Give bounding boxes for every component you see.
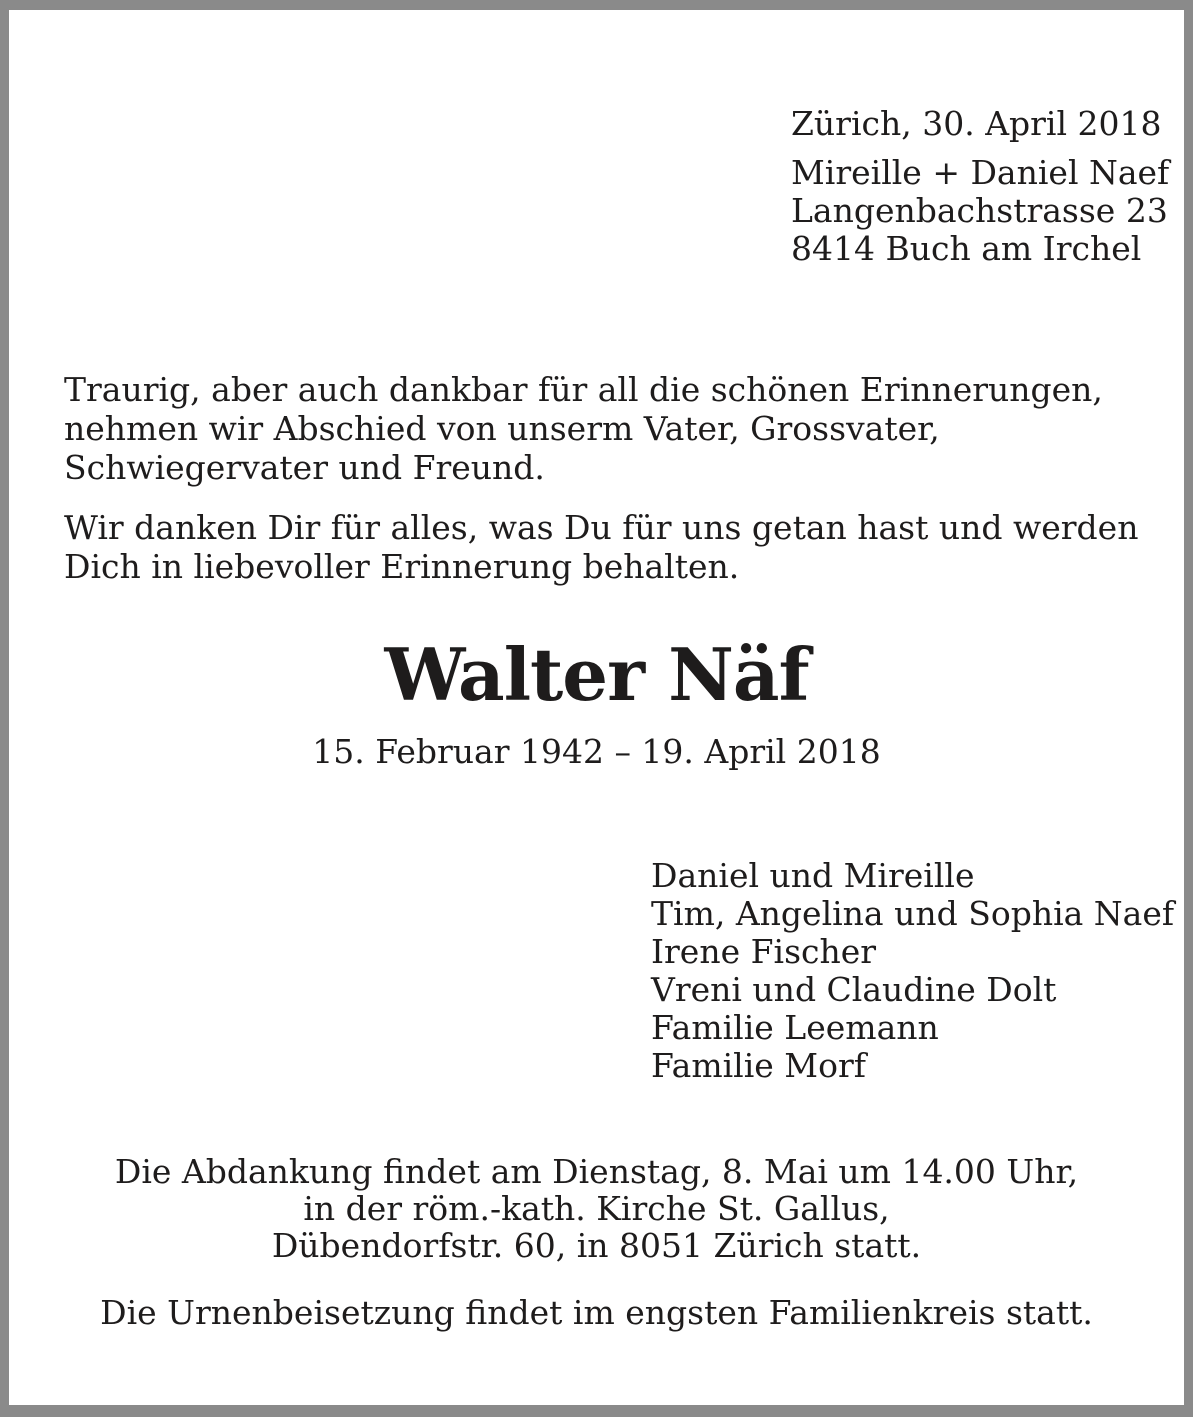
urn-burial-info: Die Urnenbeisetzung findet im engsten Familienkreis statt. [100, 1293, 1093, 1332]
mourners-list [651, 857, 1174, 1085]
sender-block [791, 105, 1169, 268]
place-date: Zürich, 30. April 2018 [791, 104, 1162, 143]
mourner-item: Tim, Angelina und Sophia Naef [651, 894, 1175, 933]
sender-city: 8414 Buch am Irchel [791, 229, 1142, 268]
service-line-date: Die Abdankung findet am Dienstag, 8. Mai um 14.00 Uhr, [114, 1152, 1079, 1191]
mourner-item: Familie Leemann [651, 1008, 939, 1047]
service-line-church: in der röm.-kath. Kirche St. Gallus, [303, 1189, 890, 1228]
service-line-address: Dübendorfstr. 60, in 8051 Zürich statt. [271, 1226, 922, 1265]
intro-paragraph-thanks: Wir danken Dir für alles, was Du für uns getan hast und werden Dich in liebevoller Erinnerung behalten. [64, 508, 1139, 586]
life-dates: 15. Februar 1942 – 19. April 2018 [312, 732, 881, 771]
obituary-notice [9, 10, 1184, 1405]
intro-text [64, 370, 1154, 607]
mourner-item: Vreni und Claudine Dolt [651, 970, 1057, 1009]
sender-name: Mireille + Daniel Naef [791, 153, 1170, 192]
sender-street: Langenbachstrasse 23 [791, 191, 1168, 230]
funeral-service-info [9, 1153, 1184, 1264]
intro-paragraph-farewell: Traurig, aber auch dankbar für all die schönen Erinnerungen, nehmen wir Abschied von unserm Vater, Grossvater, Schwiegervater und Freund. [64, 370, 1103, 487]
mourner-item: Familie Morf [651, 1046, 866, 1085]
mourner-item: Daniel und Mireille [651, 856, 975, 895]
deceased-name: Walter Näf [384, 632, 809, 717]
mourner-item: Irene Fischer [651, 932, 877, 971]
